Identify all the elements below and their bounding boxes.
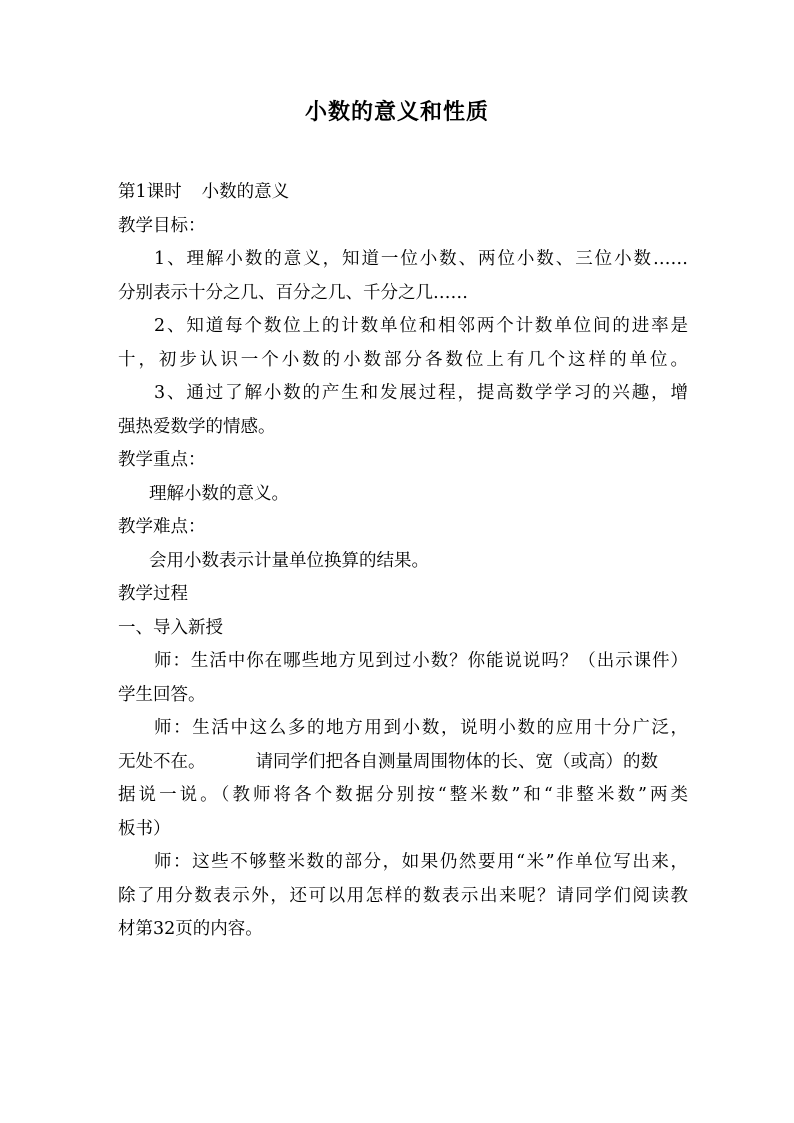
difficulty-heading: 教学难点：: [118, 517, 206, 537]
process-heading: 教学过程: [118, 584, 188, 604]
key-point-heading: 教学重点：: [118, 450, 206, 470]
section-1-heading: 一、导入新授: [118, 617, 223, 638]
objective-1-line-2: 分别表示十分之几、百分之几、千分之几……: [118, 282, 468, 303]
paragraph-2-line-2: [118, 746, 688, 780]
paragraph-1-line-1: 师：生活中你在哪些地方见到过小数？你能说说吗？（出示课件）: [154, 651, 688, 671]
paragraph-2-line-3: 据说一说。（教师将各个数据分别按“整米数”和“非整米数”两类: [118, 785, 688, 805]
document-body: [118, 176, 688, 947]
paragraph-2-line-1: 师：生活中这么多的地方用到小数，说明小数的应用十分广泛，: [154, 718, 688, 738]
paragraph-3-line-2: 除了用分数表示外，还可以用怎样的数表示出来呢？请同学们阅读教: [118, 885, 688, 906]
objectives-heading: 教学目标：: [118, 215, 206, 236]
objective-3-line-2: 强热爱数学的情感。: [118, 416, 276, 437]
objective-1-line-1: 1、理解小数的意义，知道一位小数、两位小数、三位小数……: [154, 249, 688, 269]
paragraph-3-line-1: 师：这些不够整米数的部分，如果仍然要用“米”作单位写出来，: [154, 852, 688, 872]
difficulty-text: 会用小数表示计量单位换算的结果。: [149, 550, 429, 571]
paragraph-1-line-2: 学生回答。: [118, 684, 206, 705]
paragraph-2-line-2a: 无处不在。: [118, 751, 206, 772]
page-title: 小数的意义和性质: [304, 99, 489, 125]
paragraph-2-line-2b: 请同学们把各自测量周围物体的长、宽（或高）的数: [255, 751, 658, 772]
paragraph-3-line-3: 材第32页的内容。: [118, 919, 263, 939]
objective-3-line-1: 3、通过了解小数的产生和发展过程，提高数学学习的兴趣，增: [154, 383, 688, 403]
paragraph-2-line-4: 板书）: [118, 818, 171, 839]
lesson-heading: [118, 176, 688, 210]
objective-2-line-2: 十，初步认识一个小数的小数部分各数位上有几个这样的单位。: [118, 349, 688, 370]
key-point-text: 理解小数的意义。: [149, 483, 289, 504]
objective-2-line-1: 2、知道每个数位上的计数单位和相邻两个计数单位间的进率是: [154, 316, 688, 336]
lesson-name: 小数的意义: [201, 182, 290, 202]
lesson-number: 第1课时: [118, 182, 182, 202]
